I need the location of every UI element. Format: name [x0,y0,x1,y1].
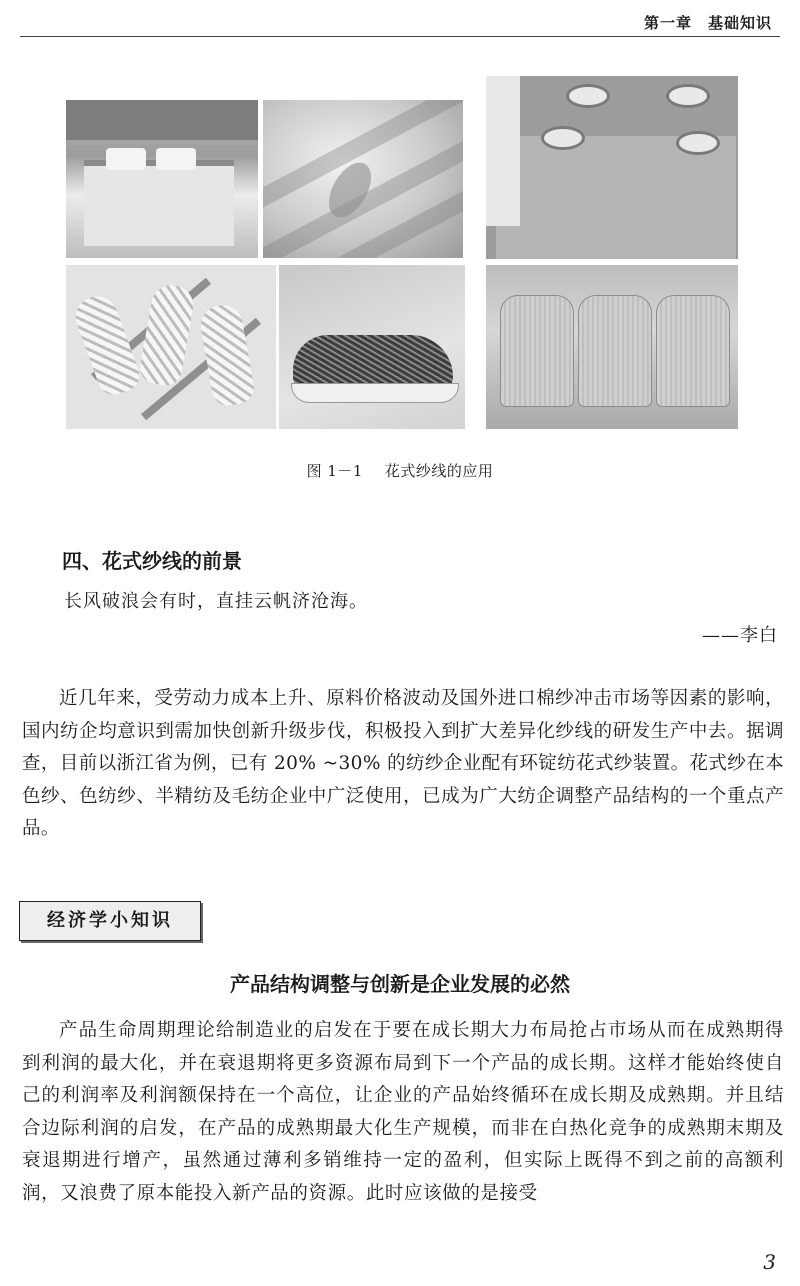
figure-number: 图 1－1 [306,462,363,480]
photo-detail [541,126,585,150]
photo-detail [486,76,520,226]
knowledge-paragraph: 产品生命周期理论给制造业的启发在于要在成长期大力布局抢占市场从而在成熟期得到利润的最大化，并在衰退期将更多资源布局到下一个产品的成长期。这样才能始终使自己的利润率及利润额保持在一个高位，让企业的产品始终循环在成长期及成熟期。并且结合边际利润的启发，在产品的成熟期最大化生产规模，而非在白热化竞争的成熟期末期及衰退期进行增产，虽然通过薄利多销维持一定的盈利，但实际上既得不到之前的高额利润，又浪费了原本能投入新产品的资源。此时应该做的是接受 [22,1020,784,1204]
photo-bedding [66,100,258,258]
photo-detail [198,302,257,408]
page-number: 3 [763,1250,776,1274]
photo-detail [156,148,196,170]
running-header [20,8,780,37]
photo-tablecloth [486,76,738,259]
photo-detail [676,131,720,155]
photo-detail [138,282,197,388]
poem-quote: 长风破浪会有时，直挂云帆济沧海。 [64,591,368,612]
chapter-title: 第一章 基础知识 [643,14,772,32]
section-heading: 四、花式纱线的前景 [62,549,242,573]
body-paragraph: 近几年来，受劳动力成本上升、原料价格波动及国外进口棉纱冲击市场等因素的影响，国内纺企均意识到需加快创新升级步伐，积极投入到扩大差异化纱线的研发生产中去。据调查，目前以浙江省为例，已有 20% ~30% 的纺纱企业配有环锭纺花式纱装置。花式纱在本色纱、色纺纱、半精纺及毛纺企业中广泛使用，已成为广大纺企调整产品结构的一个重点产品。 [22,688,784,839]
knowledge-title: 产品结构调整与创新是企业发展的必然 [230,972,570,996]
photo-sneaker [279,265,465,429]
knowledge-box-label: 经济学小知识 [19,901,201,941]
figure-caption [0,460,800,481]
photo-detail [656,295,730,407]
photo-detail [84,160,234,246]
photo-detail [106,148,146,170]
photo-detail [66,100,258,140]
photo-detail [500,295,574,407]
photo-detail [566,84,610,108]
photo-detail [578,295,652,407]
figure-caption-text: 花式纱线的应用 [384,462,494,480]
photo-fabric-drape [263,100,463,258]
photo-detail [666,84,710,108]
photo-socks [66,265,276,429]
poem-author: ——李白 [702,625,778,646]
photo-detail [291,383,459,403]
photo-car-seat-covers [486,265,738,429]
